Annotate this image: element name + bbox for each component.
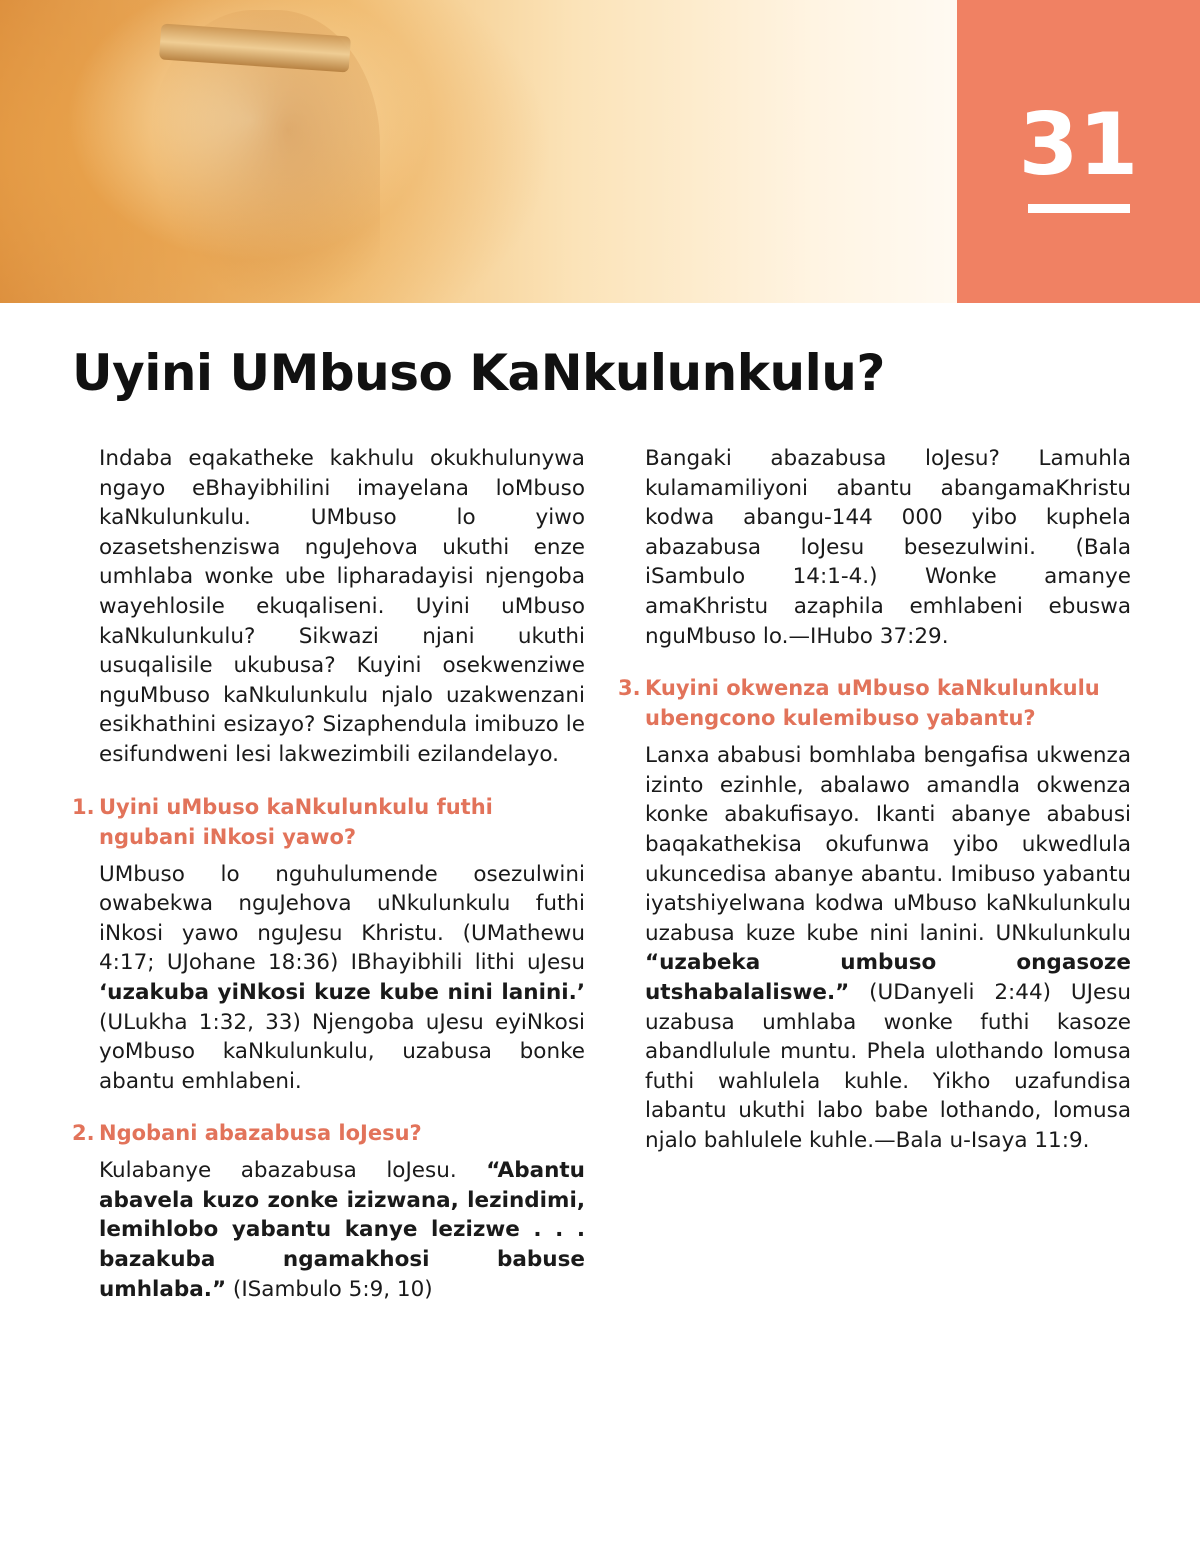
scripture-quote: “Abantu abavela kuzo zonke izizwana, lezindimi, lemihlobo yabantu kanye lezizwe . . . bazakuba ngamakhosi babuse umhlaba.” xyxy=(99,1158,585,1302)
right-column xyxy=(618,444,1131,1155)
text: UMbuso lo nguhulumende osezulwini owabekwa nguJehova uNkulunkulu futhi iNkosi yawo nguJesu Khristu. (UMathewu 4:17; UJohane 18:36) IBhayibhili lithi uJesu xyxy=(99,861,585,976)
section-heading-1 xyxy=(72,792,585,852)
section-heading-text: Kuyini okwenza uMbuso kaNkulunkulu ubengcono kulemibuso yabantu? xyxy=(645,676,1100,731)
text: (ULukha 1:32, 33) Njengoba uJesu eyiNkosi yoMbuso kaNkulunkulu, uzabusa bonke abantu emhlabeni. xyxy=(99,1009,585,1094)
intro-paragraph: Indaba eqakatheke kakhulu okukhulunywa ngayo eBhayibhilini imayelana loMbuso kaNkulunkulu. UMbuso lo yiwo ozasetshenziswa nguJehova ukuthi enze umhlaba wonke ube lipharadayisi njengoba wayehlosile ekuqaliseni. Uyini uMbuso kaNkulunkulu? Sikwazi njani ukuthi usuqalisile ukubusa? Kuyini osekwenziwe nguMbuso kaNkulunkulu njalo uzakwenzani esikhathini esizayo? Sizaphendula imibuzo le esifundweni lesi lakwezimbili ezilandelayo. xyxy=(99,446,585,767)
lesson-number: 31 xyxy=(1018,95,1139,195)
text: Kulabanye abazabusa loJesu. xyxy=(99,1158,487,1184)
text: (UDanyeli 2:44) UJesu uzabusa umhlaba wonke futhi kasoze abandlulule muntu. Phela ulothando lomusa futhi wahlulela kuhle. Yikho uzafundisa labantu ukuthi labo babe lothando, lomusa njalo bahlulele kuhle.—Bala u-Isaya 11:9. xyxy=(645,979,1131,1153)
section-heading-3 xyxy=(618,673,1131,733)
section-number: 2. xyxy=(72,1121,95,1146)
section-heading-2 xyxy=(72,1118,585,1148)
lesson-number-badge xyxy=(957,0,1200,303)
section-number: 1. xyxy=(72,794,95,819)
section-2-paragraph xyxy=(99,1156,585,1304)
text: (ISambulo 5:9, 10) xyxy=(226,1276,433,1302)
lesson-number-underline xyxy=(1028,204,1130,213)
text: Lanxa ababusi bomhlaba bengafisa ukwenza izinto ezinhle, abalawo amandla okwenza konke abakufisayo. Ikanti abanye ababusi baqakathekisa okufunwa yibo ukwedlula ukuncedisa abanye abantu. Imibuso yabantu iyatshiyelwana kodwa uMbuso kaNkulunkulu uzabusa kuze kube nini lanini. UNkulunkulu xyxy=(645,743,1131,946)
section-number: 3. xyxy=(618,676,641,701)
scripture-quote: “uzabeka umbuso ongasoze utshabalaliswe.” xyxy=(645,950,1131,1005)
hero-image xyxy=(0,0,957,303)
left-column xyxy=(72,444,585,1304)
section-2-paragraph-continued: Bangaki abazabusa loJesu? Lamuhla kulamamiliyoni abantu abangamaKhristu kodwa abangu-144 000 yibo kuphela abazabusa loJesu besezulwini. (Bala iSambulo 14:1-4.) Wonke amanye amaKhristu azaphila emhlabeni ebuswa nguMbuso lo.—IHubo 37:29. xyxy=(645,446,1131,649)
section-1-paragraph xyxy=(99,860,585,1097)
scripture-quote: ‘uzakuba yiNkosi kuze kube nini lanini.’ xyxy=(99,979,585,1005)
page-title: Uyini UMbuso KaNkulunkulu? xyxy=(72,344,885,402)
section-heading-text: Ngobani abazabusa loJesu? xyxy=(99,1121,422,1146)
section-heading-text: Uyini uMbuso kaNkulunkulu futhi ngubani iNkosi yawo? xyxy=(99,794,493,849)
section-3-paragraph xyxy=(645,741,1131,1155)
